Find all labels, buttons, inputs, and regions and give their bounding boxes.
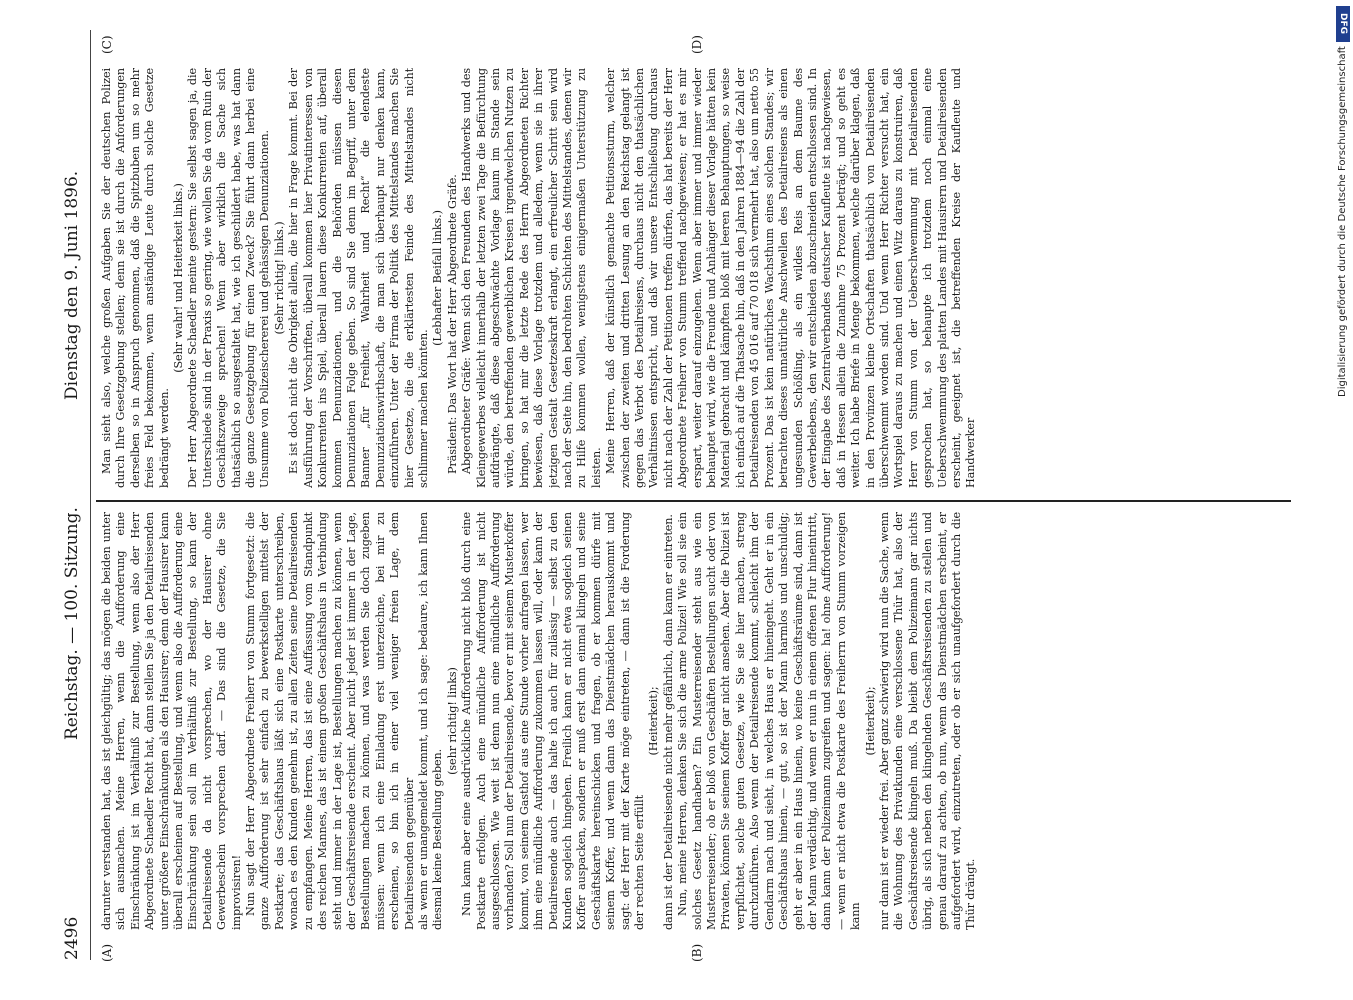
left-column <box>100 512 1290 930</box>
speaker-paragraph: Präsident: Das Wort hat der Herr Abgeordnete Gräfe. <box>445 174 459 474</box>
margin-letter-d: (D) <box>690 35 704 54</box>
paragraph: Es ist doch nicht die Obrigkeit allein, die hier in Frage kommt. Bei der Ausführung der Vorschriften, überall kommen hier Privatinteressen von Konkurrenten ins Spiel, überall lauern diese Konkurrenten auf, überall kommen Denunziationen, und die Behörden müssen diesen Denunziationen Folge geben. So sind Sie denn im Begriff, unter dem Banner „für Freiheit, Wahrheit und Recht“ die elendeste Denunziationswirthschaft, die man sich überhaupt nur denken kann, einzuführen. Unter der Firma der Politik des Mittelstandes machen Sie hier Gesetze, die die erklärtesten Feinde des Mittelstandes nicht schlimmer machen könnten. <box>287 68 430 488</box>
margin-letter-a: (A) <box>100 943 114 962</box>
paragraph: Man sieht also, welche großen Aufgaben Sie der deutschen Polizei durch Ihre Gesetzgebung stellen; denn sie ist durch die Anforderungen derselben so in Anspruch genommen, daß die Spitzbuben um so mehr freies Feld bekommen, wenn anständige Leute durch solche Gesetze bedrängt werden. <box>100 68 171 488</box>
right-column <box>100 68 1290 488</box>
interjection: (Heiterkeit); <box>647 686 661 756</box>
paragraph: Der Herr Abgeordnete Schaedler meinte gestern: Sie selbst sagen ja, die Unterschiede sind in der Praxis so gering, wie wollen Sie da vom Ruin der Geschäftszweige sprechen! Wenn aber wirklich die Sache sich thatsächlich so ausgestaltet hat, wie ich geschildert habe, was hat dann die ganze Gesetzgebung für einen Zweck? Sie führt dann herbei eine Unsumme von Polizeischererei und gehässigen Denunziationen. <box>186 68 272 488</box>
margin-letter-b: (B) <box>690 943 704 962</box>
paragraph: als wenn er unangemeldet kommt, und ich sage: bedaure, ich kann Ihnen diesmal keine Bestellung geben. <box>416 512 445 930</box>
page-number: 2496 <box>62 916 82 960</box>
margin-letter-c: (C) <box>100 35 114 54</box>
paragraph: Meine Herren, daß der künstlich gemachte Petitionssturm, welcher zwischen der zweiten und dritten Lesung an den Reichstag gelangt ist gegen das Verbot des Detailreisens, durchaus nicht den thatsächlichen Verhältnissen entspricht, und daß wir unsere Entschließung durchaus nicht nach der Zahl der Petitionen treffen dürfen, das hat bereits der Herr Abgeordnete Freiherr von Stumm treffend nachgewiesen; er hat es mir erspart, weiter darauf einzugehen. Wenn aber immer und immer wieder behauptet wird, wie die Freunde und Anhänger dieser Vorlage hätten kein Material gebracht und kämpften bloß mit leeren Behauptungen, so weise ich einfach auf die Thatsache hin, daß in den Jahren 1884—94 die Zahl der Detailreisenden von 45 016 auf 70 018 sich vermehrt hat, also um netto 55 Prozent. Das ist kein natürliches Wachsthum eines solchen Standes; wir betrachten dieses unnatürliche Anschwellen des Detailreisens als einen ungesunden Schößling, als ein wildes Reis an dem Baume des Gewerbelebens, den wir entschieden abzuschneiden entschlossen sind. In der Eingabe des Zentralverbandes deutscher Kaufleute ist nachgewiesen, daß in Hessen allein die Zunahme 75 Prozent beträgt; und so geht es weiter. Ich habe Briefe in Menge bekommen, welche darüber klagen, daß in den Provinzen kleine Ortschaften thatsächlich von Detailreisenden überschwemmt worden sind. Und wenn Herr Richter versucht hat, ein Wortspiel daraus zu machen und einen Witz daraus zu konstruiren, daß Herr von Stumm von der Ueberschwemmung mit Detailreisenden gesprochen hat, so behaupte ich trotzdem noch einmal eine Ueberschwemmung des platten Landes mit Hausirern und Detailreisenden erscheint, geeignet ist, die betreffenden Kreise der Kaufleute und Handwerker <box>604 68 978 488</box>
paragraph: nur dann ist er wieder frei. Aber ganz schwierig wird nun die Sache, wenn die Wohnung des Privatkunden eine verschlossene Thür hat, also der Geschäftsreisende klingeln muß. Da bleibt dem Polizeimann gar nichts übrig, als sich neben den klingelnden Geschäftsreisenden zu stellen und genau darauf zu achten, ob nun, wenn das Dienstmädchen erscheint, er aufgefordert wird, einzutreten, oder ob er sich unaufgefordert durch die Thür drängt. <box>877 512 978 930</box>
digitization-credit <box>1336 6 1352 996</box>
interjection: (Heiterkeit); <box>863 686 877 756</box>
column-divider <box>96 500 1291 502</box>
dfg-logo: DFG <box>1336 6 1350 42</box>
interjection: (Sehr richtig! links.) <box>272 221 286 335</box>
running-head <box>62 30 90 960</box>
interjection: (Sehr wahr! und Heiterkeit links.) <box>172 183 186 373</box>
interjection: (sehr richtig! links) <box>445 667 459 775</box>
paragraph: Nun kann aber eine ausdrückliche Aufforderung nicht bloß durch eine Postkarte erfolgen. Auch eine mündliche Aufforderung ist nicht ausgeschlossen. Wie weit ist denn nun eine mündliche Aufforderung vorhanden? Soll nun der Detailreisende, bevor er mit seinem Musterkoffer kommt, von seinem Gasthof aus eine Stunde vorher anfragen lassen, wer ihm eine mündliche Aufforderung zukommen lassen will, oder kann der Detailreisende auch — das halte ich auch für zulässig — selbst zu den Kunden sogleich hingehen. Freilich kann er nicht etwa sogleich seinen Koffer auspacken, sondern er muß erst dann einmal klingeln und seine Geschäftskarte hereinschicken und fragen, ob er kommen dürfe mit seinem Koffer, und wenn dann das Dienstmädchen herauskommt und sagt: der Herr mit der Karte möge eintreten, — dann ist die Forderung der rechten Seite erfüllt <box>460 512 647 930</box>
session-date: Dienstag den 9. Juni 1896. <box>62 170 82 400</box>
speaker-paragraph: Abgeordneter Gräfe: Wenn sich den Freunden des Handwerks und des Kleingewerbes vielleicht innerhalb der letzten zwei Tage die Befürchtung aufdrängte, daß diese abgeschwächte Vorlage kaum im Stande sein würde, den betreffenden gewerblichen Kreisen irgendwelchen Nutzen zu bringen, so hat mir die letzte Rede des Herrn Abgeordneten Richter bewiesen, daß diese Vorlage trotzdem und alledem, wenn sie in ihrer jetzigen Gestalt Gesetzeskraft erlangt, ein erfreulicher Schritt sein wird nach der Seite hin, den bedrohten Schichten des Mittelstandes, denen wir zu Hilfe kommen wollen, wenigstens einigermaßen Unterstützung zu leisten. <box>460 68 603 488</box>
paragraph: dann ist der Detailreisende nicht mehr gefährlich, dann kann er eintreten. <box>661 514 675 930</box>
session-title: Reichstag. — 100. Sitzung. <box>62 507 82 740</box>
paragraph: Nun, meine Herren, denken Sie sich die arme Polizei! Wie soll sie ein solches Gesetz handhaben? Ein Musterreisender steht aus wie ein Musterreisender; ob er bloß von Geschäften Bestellungen sucht oder von Privaten, können Sie seinem Koffer gar nicht ansehen. Aber die Polizei ist verpflichtet, solche guten Gesetze, wie Sie sie hier machen, streng durchzuführen. Also wenn der Detailreisende kommt, schleicht ihm der Gendarm nach und sieht, in welches Haus er hineingeht. Geht er in ein Geschäftshaus hinein, — gut, so ist der Mann harmlos und unschuldig; geht er aber in ein Haus hinein, wo keine Geschäftsräume sind, dann ist der Mann verdächtig, und wenn er nun in einem offenen Flur hineintritt, dann kann der Polizeimann zugreifen und sagen: ha! ohne Aufforderung! — wenn er nicht etwa die Postkarte des Freiherrn von Stumm vorzeigen kann <box>676 512 863 930</box>
paragraph: Nun sagt der Herr Abgeordnete Freiherr von Stumm fortgesetzt: die ganze Aufforderung ist sehr einfach zu bewerkstelligen mittelst der Postkarte; das Geschäftshaus läßt sich eine Postkarte unterschreiben, wonach es den Kunden genehm ist, zu allen Zeiten seine Detailreisenden zu empfangen. Meine Herren, das ist eine Auffassung vom Standpunkt des reichen Mannes, das ist einem großen Geschäftshaus in Verbindung steht und immer in der Lage ist, Bestellungen machen zu können, wenn der Geschäftsreisende erscheint. Aber nicht jeder ist immer in der Lage, Bestellungen machen zu können, und was werden Sie doch zugeben müssen: wenn ich eine Einladung erst unterzeichne, bei mir zu erscheinen, so bin ich in einer viel weniger freien Lage, dem Detailreisenden gegenüber <box>244 512 416 930</box>
credit-text: Digitalisierung gefördert durch die Deutsche Forschungsgemeinschaft <box>1337 46 1348 397</box>
interjection: (Lebhafter Beifall links.) <box>431 210 445 346</box>
paragraph: darunter verstanden hat, das ist gleichgültig; das mögen die beiden unter sich ausmachen. Meine Herren, wenn die Aufforderung eine Einschränkung ist im Verhältniß zur Bestellung, wenn also der Herr Abgeordnete Schaedler Recht hat, dann stellen Sie ja den Detailreisenden unter größere Einschränkungen als den Hausirer; denn der Hausirer kann überall erscheinen auf Bestellung, und wenn also die Aufforderung eine Einschränkung sein soll im Verhältniß zur Bestellung, so kann der Detailreisende da nicht vorsprechen, wo der Hausirer ohne Gewerbeschein vorsprechen darf. — Das sind die Gesetze, die Sie improvisiren! <box>100 512 243 930</box>
header-rule <box>90 30 91 960</box>
